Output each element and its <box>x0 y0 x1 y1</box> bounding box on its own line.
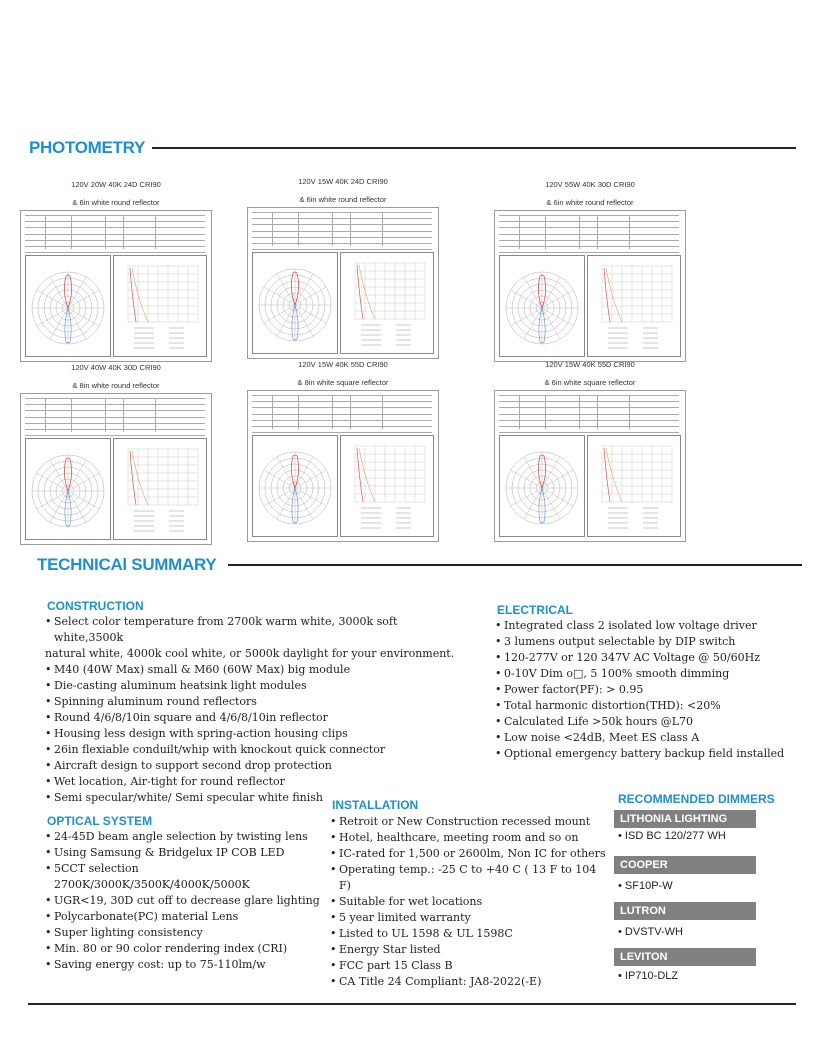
spec-list-item: • Retroit or New Construction recessed mount <box>330 814 610 830</box>
construction-title: CONSTRUCTION <box>47 599 144 613</box>
spec-list-item: • Semi specular/white/ Semi specular white finish <box>45 790 465 806</box>
spec-list-item: • Integrated class 2 isolated low voltage driver <box>495 618 795 634</box>
spec-list-item: • Operating temp.: -25 C to +40 C ( 13 F to 104 F) <box>330 862 610 894</box>
photometry-report-image <box>494 210 686 362</box>
spec-list-item: • 5CCT selection 2700K/3000K/3500K/4000K/5000K <box>45 861 335 893</box>
spec-list-item: • 120-277V or 120 347V AC Voltage @ 50/60Hz <box>495 650 795 666</box>
spec-list-item: • Hotel, healthcare, meeting room and so on <box>330 830 610 846</box>
electrical-list <box>495 618 795 762</box>
technical-summary-title: TECHNICAl SUMMARY <box>37 555 217 574</box>
spec-list-item: • 26in flexiable conduilt/whip with knockout quick connector <box>45 742 465 758</box>
dimmer-brand-header: LUTRON <box>614 902 756 920</box>
dimmer-brand-header: LEVITON <box>614 948 756 966</box>
dimmer-model-label: ISD BC 120/277 WH <box>624 830 726 842</box>
spec-list-item: • Energy Star listed <box>330 942 610 958</box>
photometry-card <box>245 177 441 367</box>
optical-system-list <box>45 829 335 973</box>
electrical-title: ELECTRICAL <box>497 603 573 617</box>
spec-list-item: • Saving energy cost: up to 75-110lm/w <box>45 957 335 973</box>
spec-list-item: • Wet location, Air-tight for round reflector <box>45 774 465 790</box>
photometry-report-image <box>20 393 212 545</box>
spec-list-item: • Super lighting consistency <box>45 925 335 941</box>
spec-list-item: • Total harmonic distortion(THD): <20% <box>495 698 795 714</box>
photometry-card <box>492 180 688 370</box>
photometry-report-image <box>247 207 439 359</box>
spec-list-item: • Low noise <24dB, Meet ES class A <box>495 730 795 746</box>
photometry-title: PHOTOMETRY <box>29 138 146 157</box>
optical-system-title: OPTICAL SYSTEM <box>47 814 153 828</box>
dimmer-model-label: SF10P-W <box>624 880 673 892</box>
photometry-card-reflector: & 8in white square reflector <box>297 378 389 387</box>
photometry-divider <box>152 147 796 149</box>
spec-list-item: • Spinning aluminum round reflectors <box>45 694 465 710</box>
photometry-card-spec: 120V 15W 40K 24D CRI90 <box>298 177 388 186</box>
photometry-report-image <box>20 210 212 362</box>
photometry-card-spec: 120V 15W 40K 55D CRI90 <box>298 360 388 369</box>
photometry-card-spec: 120V 15W 40K 55D CRI90 <box>545 360 635 369</box>
photometry-card-spec: 120V 40W 40K 30D CRI90 <box>71 363 161 372</box>
footer-divider <box>28 1003 796 1005</box>
dimmer-model: • ISD BC 120/277 WH <box>618 830 726 842</box>
spec-list-item: • Min. 80 or 90 color rendering index (CRI) <box>45 941 335 957</box>
spec-list-item: • 24-45D beam angle selection by twisting lens <box>45 829 335 845</box>
photometry-card <box>18 363 214 553</box>
photometry-card-spec: 120V 55W 40K 30D CRI90 <box>545 180 635 189</box>
dimmer-brand-header: COOPER <box>614 856 756 874</box>
photometry-card-reflector: & 6in white round reflector <box>299 195 387 204</box>
spec-list-item: • 0-10V Dim o□, 5 100% smooth dimming <box>495 666 795 682</box>
spec-list-item: • 5 year limited warranty <box>330 910 610 926</box>
spec-list-item: • M40 (40W Max) small & M60 (60W Max) big module <box>45 662 465 678</box>
photometry-card-reflector: & 8in white round reflector <box>72 381 160 390</box>
spec-list-item: • Select color temperature from 2700k warm white, 3000k soft white,3500k <box>45 614 465 646</box>
spec-list-item: • 3 lumens output selectable by DIP switch <box>495 634 795 650</box>
technical-summary-divider <box>228 564 802 566</box>
spec-list-item: • Power factor(PF): > 0.95 <box>495 682 795 698</box>
spec-list-item: • CA Title 24 Compliant: JA8-2022(-E) <box>330 974 610 990</box>
spec-list-item: • UGR<19, 30D cut off to decrease glare lighting <box>45 893 335 909</box>
spec-list-item: • FCC part 15 Class B <box>330 958 610 974</box>
photometry-card-spec: 120V 20W 40K 24D CRI90 <box>71 180 161 189</box>
spec-list-item: • Suitable for wet locations <box>330 894 610 910</box>
dimmer-model: • SF10P-W <box>618 880 673 892</box>
photometry-card-reflector: & 6in white round reflector <box>546 198 634 207</box>
dimmer-model: • IP710-DLZ <box>618 970 679 982</box>
spec-list-item: natural white, 4000k cool white, or 5000k daylight for your environment. <box>45 647 455 660</box>
installation-title: INSTALLATION <box>332 798 419 812</box>
dimmer-brand-header: LITHONIA LIGHTING <box>614 810 756 828</box>
photometry-report-image <box>494 390 686 542</box>
spec-list-item: • Calculated Life >50k hours @L70 <box>495 714 795 730</box>
photometry-card <box>245 360 441 550</box>
spec-list-item: • Polycarbonate(PC) material Lens <box>45 909 335 925</box>
recommended-dimmers-title: RECOMMENDED DIMMERS <box>618 792 775 806</box>
spec-list-item: • Optional emergency battery backup field installed <box>495 746 795 762</box>
spec-list-item: • Housing less design with spring-action housing clips <box>45 726 465 742</box>
spec-list-item: • IC-rated for 1,500 or 2600lm, Non IC for others <box>330 846 610 862</box>
spec-list-item: • Aircraft design to support second drop protection <box>45 758 465 774</box>
photometry-card <box>492 360 688 550</box>
photometry-report-image <box>247 390 439 542</box>
dimmer-model-label: DVSTV-WH <box>624 926 683 938</box>
dimmer-model-label: IP710-DLZ <box>624 970 679 982</box>
spec-list-item: • Listed to UL 1598 & UL 1598C <box>330 926 610 942</box>
construction-list <box>45 614 465 806</box>
spec-list-item: • Using Samsung & Bridgelux IP COB LED <box>45 845 335 861</box>
photometry-card-reflector: & 6in white square reflector <box>544 378 636 387</box>
photometry-card-reflector: & 6in white round reflector <box>72 198 160 207</box>
spec-list-item: • Round 4/6/8/10in square and 4/6/8/10in reflector <box>45 710 465 726</box>
installation-list <box>330 814 610 990</box>
spec-list-item: • Die-casting aluminum heatsink light modules <box>45 678 465 694</box>
photometry-card <box>18 180 214 370</box>
dimmer-model: • DVSTV-WH <box>618 926 683 938</box>
